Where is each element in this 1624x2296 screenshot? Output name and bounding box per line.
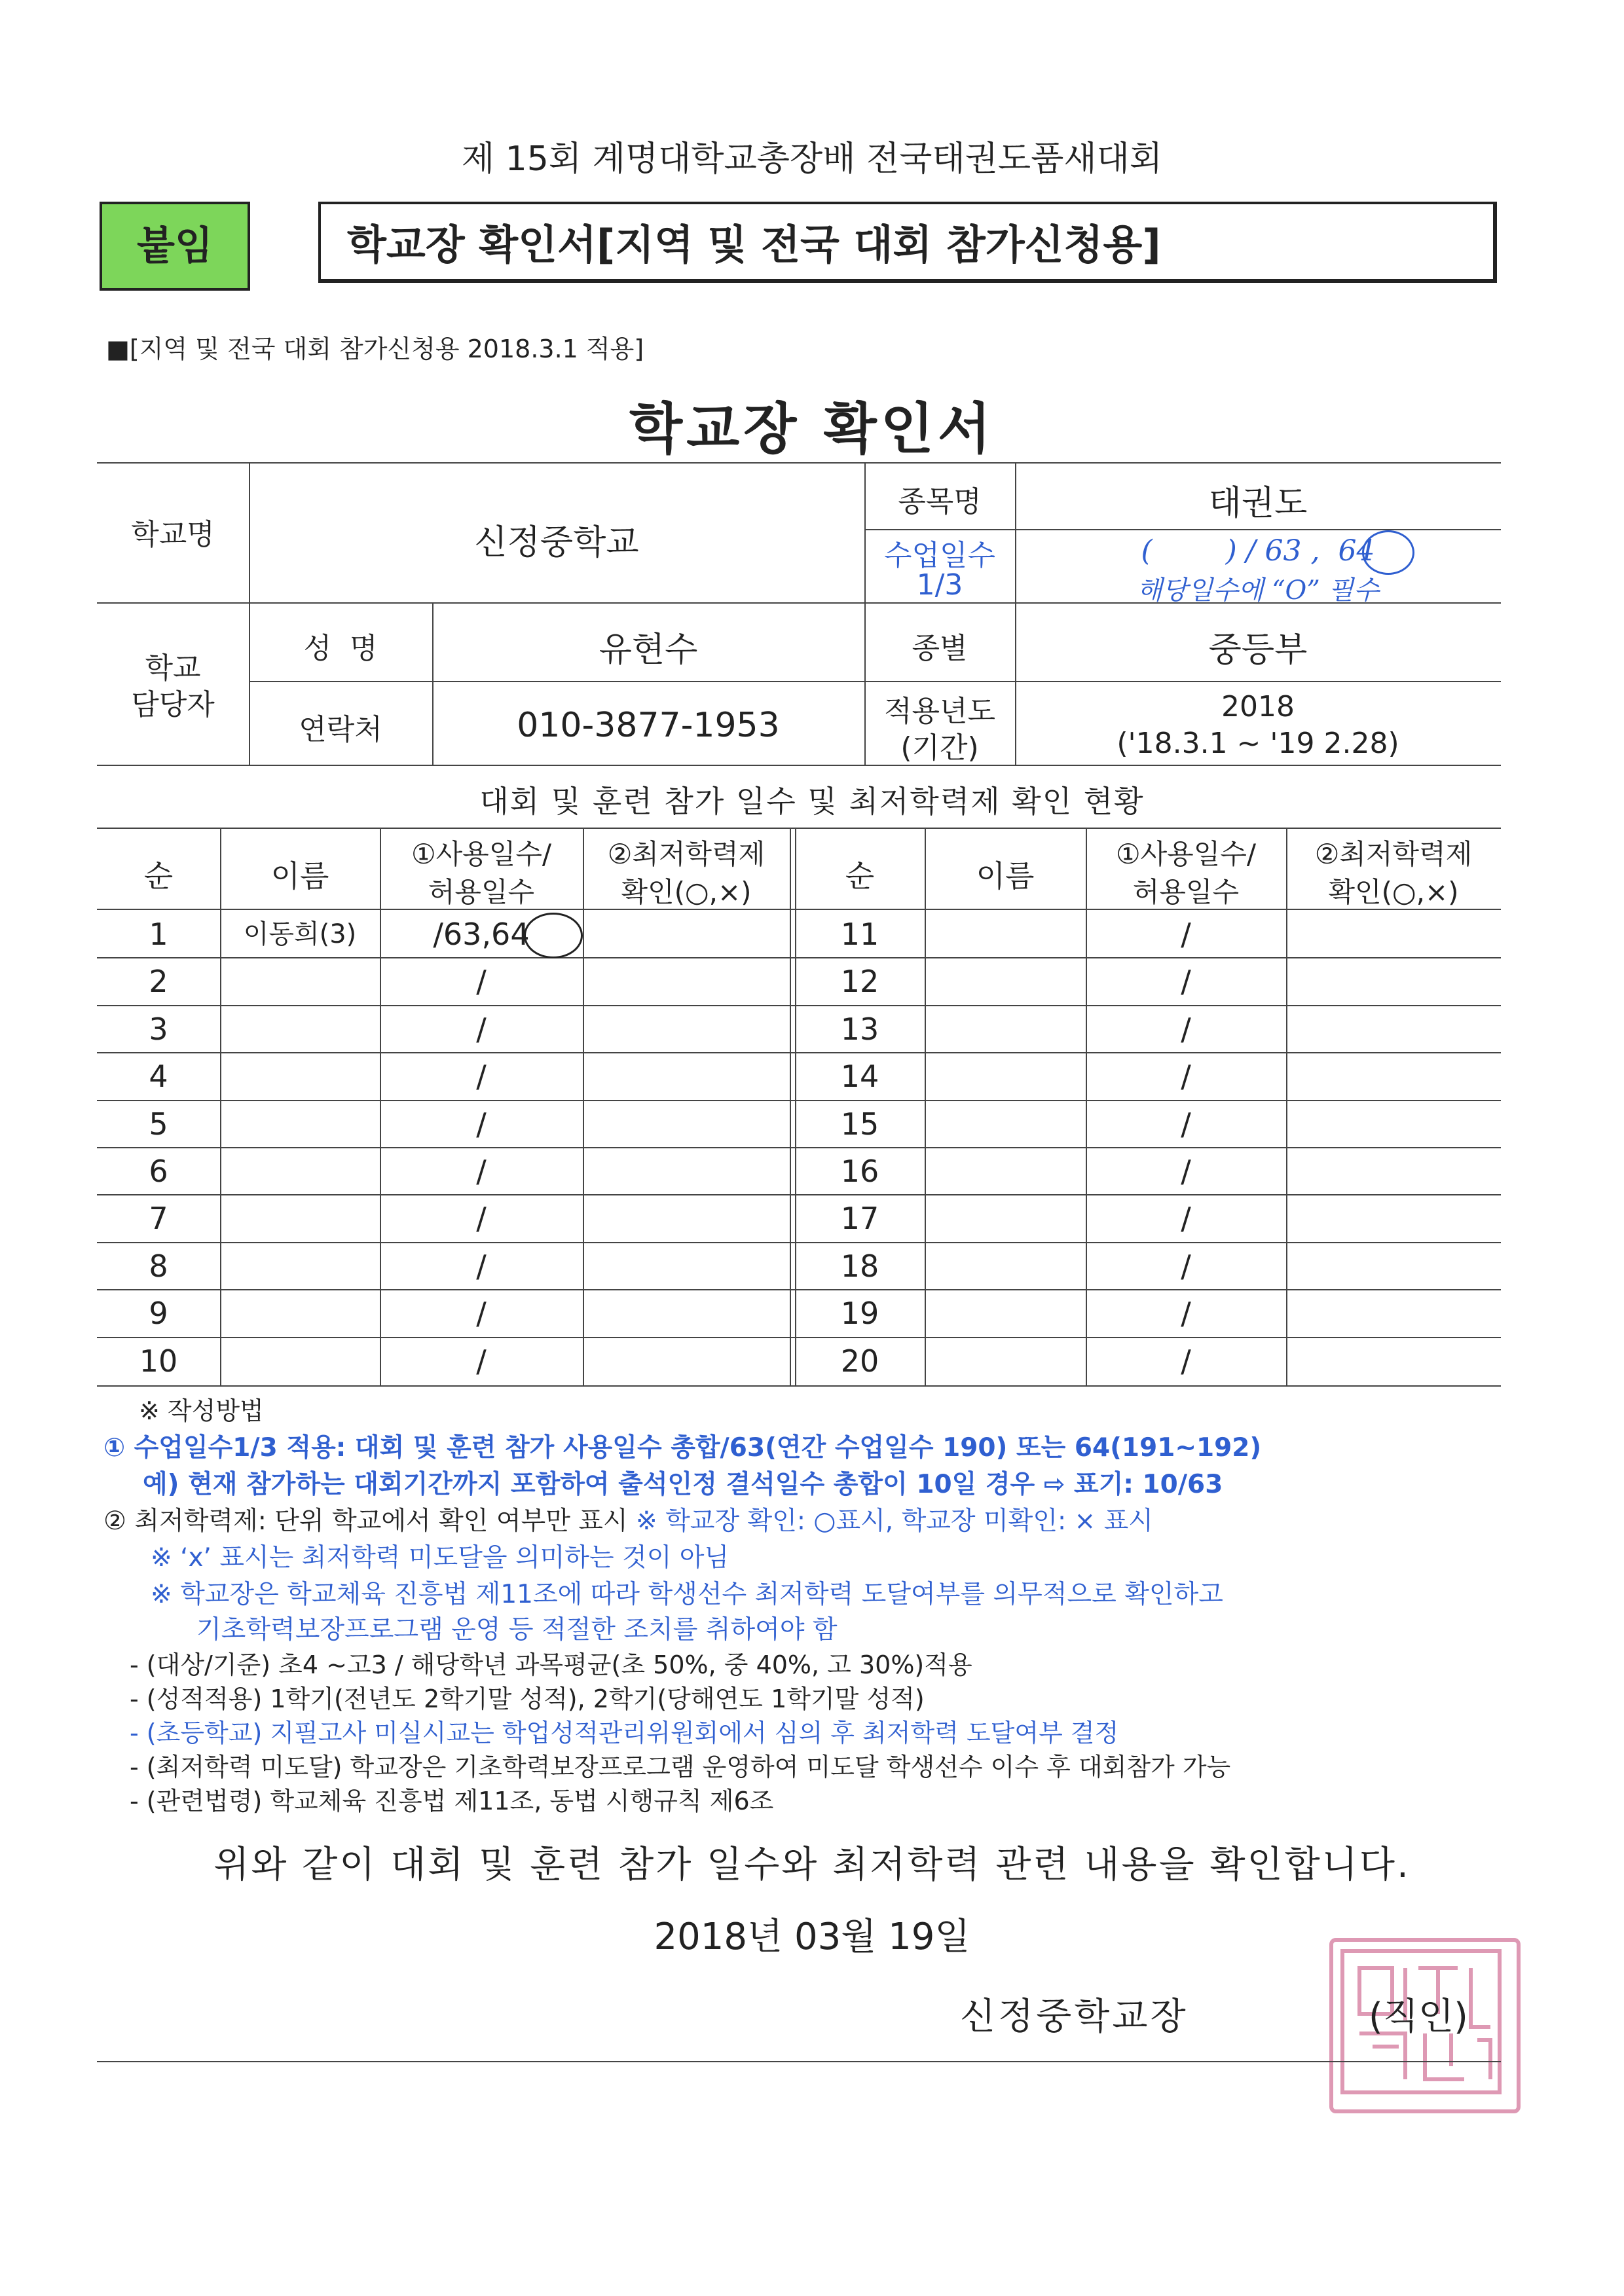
row-name: [925, 1148, 1086, 1194]
row-name: [925, 1195, 1086, 1241]
circle-mark-icon: [524, 913, 583, 958]
row-check: [1286, 1338, 1501, 1384]
name-value: 유현수: [599, 630, 698, 670]
class-days-note: 해당일수에 “O” 필수: [1137, 575, 1379, 606]
col-check-header-right-2: 확인(○,×): [1328, 876, 1459, 908]
period-label-2: (기간): [900, 731, 979, 765]
detail-elementary: - (초등학교) 지필고사 미실시교는 학업성적관리위원회에서 심의 후 최저학력 도달여부 결정: [130, 1719, 1119, 1747]
division-value: 중등부: [1208, 630, 1308, 670]
row-number: 20: [840, 1343, 879, 1379]
row-number: 13: [840, 1011, 879, 1047]
row-name: [925, 1338, 1086, 1384]
circle-mark-icon: [1362, 530, 1414, 575]
row-check: [1286, 911, 1501, 957]
row-days: /: [1181, 917, 1191, 952]
info-line: [864, 529, 1501, 530]
class-days-label: 수업일수: [883, 539, 995, 572]
row-days: /: [1181, 1059, 1191, 1094]
note-4-cont: 기초학력보장프로그램 운영 등 적절한 조치를 취하여야 함: [196, 1615, 838, 1645]
division-label: 종별: [912, 632, 968, 665]
row-number: 8: [149, 1248, 168, 1284]
manager-label-2: 담당자: [131, 688, 215, 721]
row-number: 15: [840, 1106, 879, 1142]
contact-value: 010-3877-1953: [517, 706, 780, 745]
col-no-header: 순: [143, 858, 174, 894]
row-days: /: [1181, 964, 1191, 999]
row-check: [1286, 1053, 1501, 1099]
sport-value: 태권도: [1208, 484, 1308, 523]
col-no-header-right: 순: [845, 858, 875, 894]
note-1-example: 예) 현재 참가하는 대회기간까지 포함하여 출석인정 결석일수 총합이 10일 경우 ⇨ 표기: 10/63: [143, 1470, 1223, 1499]
notes-heading: ※ 작성방법: [139, 1396, 264, 1425]
table-line: [790, 828, 791, 1385]
row-days: /: [1181, 1201, 1191, 1236]
row-name: [925, 911, 1086, 957]
row-name: [925, 1101, 1086, 1147]
row-name: 이동희(3): [243, 919, 357, 949]
row-name: [220, 1101, 380, 1147]
event-title: 제 15회 계명대학교총장배 전국태권도품새대회: [461, 139, 1163, 179]
row-check: [583, 958, 790, 1004]
col-check-header: ②최저학력제: [607, 838, 766, 870]
school-name-label: 학교명: [131, 518, 215, 551]
row-name: [220, 958, 380, 1004]
row-check: [583, 1338, 790, 1384]
row-name: [220, 1290, 380, 1336]
row-number: 6: [149, 1154, 168, 1189]
row-number: 17: [840, 1201, 879, 1236]
row-days: /: [476, 1011, 487, 1047]
class-days-ratio: 1/3: [916, 568, 963, 602]
row-name: [220, 1148, 380, 1194]
col-check-header-2: 확인(○,×): [621, 876, 752, 908]
row-number: 14: [840, 1059, 879, 1094]
row-name: [220, 1243, 380, 1289]
row-name: [220, 1338, 380, 1384]
row-check: [583, 1101, 790, 1147]
table-section-title: 대회 및 훈련 참가 일수 및 최저학력제 확인 현황: [479, 784, 1145, 819]
contact-label: 연락처: [299, 713, 382, 746]
row-check: [583, 1290, 790, 1336]
row-number: 11: [840, 917, 879, 952]
row-number: 16: [840, 1154, 879, 1189]
row-check: [583, 911, 790, 957]
row-days: /: [1181, 1248, 1191, 1284]
row-days: /: [1181, 1011, 1191, 1047]
note-2-marking: ※ 학교장 확인: ○표시, 학교장 미확인: × 표시: [636, 1506, 1153, 1536]
row-check: [1286, 1006, 1501, 1052]
row-number: 7: [149, 1201, 168, 1236]
manager-label: 학교: [145, 651, 201, 685]
info-line: [97, 765, 1501, 766]
row-name: [925, 1243, 1086, 1289]
row-check: [583, 1148, 790, 1194]
note-4: ※ 학교장은 학교체육 진흥법 제11조에 따라 학생선수 최저학력 도달여부를 의무적으로 확인하고: [151, 1580, 1223, 1609]
row-days: /: [1181, 1106, 1191, 1142]
row-number: 19: [840, 1296, 879, 1331]
info-border-top: [97, 462, 1501, 464]
row-name: [925, 1006, 1086, 1052]
row-number: 3: [149, 1011, 168, 1047]
note-3: ※ ‘x’ 표시는 최저학력 미도달을 의미하는 것이 아님: [151, 1543, 729, 1573]
footer-line: [97, 2061, 1501, 2062]
col-days-header-2: 허용일수: [428, 876, 535, 908]
table-border-top: [97, 828, 1501, 829]
form-heading: 학교장 확인서[지역 및 전국 대회 참가신청용]: [318, 202, 1497, 283]
col-name-header: 이름: [270, 858, 329, 894]
row-check: [1286, 1195, 1501, 1241]
row-name: [220, 1006, 380, 1052]
row-number: 2: [149, 964, 168, 999]
signer: 신정중학교장: [960, 1995, 1189, 2038]
row-name: [925, 1290, 1086, 1336]
row-number: 9: [149, 1296, 168, 1331]
table-row-line: [97, 1385, 1501, 1387]
row-number: 4: [149, 1059, 168, 1094]
detail-law: - (관련법령) 학교체육 진흥법 제11조, 동법 시행규칙 제6조: [130, 1787, 774, 1815]
row-days: /: [476, 964, 487, 999]
row-check: [583, 1195, 790, 1241]
form-note: ■[지역 및 전국 대회 참가신청용 2018.3.1 적용]: [106, 335, 644, 363]
row-name: [220, 1053, 380, 1099]
note-2: [103, 1501, 1153, 1537]
row-check: [1286, 958, 1501, 1004]
note-1: ① 수업일수1/3 적용: 대회 및 훈련 참가 사용일수 총합/63(연간 수업일수 190) 또는 64(191~192): [103, 1433, 1262, 1463]
col-days-header-right: ①사용일수/: [1115, 838, 1257, 870]
row-days: /: [476, 1201, 487, 1236]
row-number: 5: [149, 1106, 168, 1142]
row-number: 12: [840, 964, 879, 999]
row-days: /: [476, 1296, 487, 1331]
detail-below-standard: - (최저학력 미도달) 학교장은 기초학력보장프로그램 운영하여 미도달 학생선수 이수 후 대회참가 가능: [130, 1753, 1231, 1781]
class-days-value: ( ) / 63 , 64: [1141, 534, 1375, 568]
period-year: 2018: [1221, 690, 1295, 723]
sport-label: 종목명: [898, 485, 982, 519]
row-check: [1286, 1290, 1501, 1336]
school-name-value: 신정중학교: [474, 523, 639, 562]
main-title: 학교장 확인서: [629, 397, 995, 461]
row-days: /: [476, 1248, 487, 1284]
row-number: 1: [149, 917, 168, 952]
row-name: [925, 1053, 1086, 1099]
row-days: /: [476, 1106, 487, 1142]
col-name-header-right: 이름: [976, 858, 1035, 894]
row-check: [1286, 1243, 1501, 1289]
col-days-header: ①사용일수/: [411, 838, 552, 870]
row-number: 18: [840, 1248, 879, 1284]
row-check: [1286, 1101, 1501, 1147]
row-name: [925, 958, 1086, 1004]
row-check: [583, 1053, 790, 1099]
period-label: 적용년도: [883, 695, 995, 728]
row-check: [583, 1243, 790, 1289]
row-days: /: [1181, 1296, 1191, 1331]
note-2-text: ② 최저학력제: 단위 학교에서 확인 여부만 표시: [103, 1506, 628, 1536]
col-days-header-right-2: 허용일수: [1132, 876, 1240, 908]
detail-grades: - (성적적용) 1학기(전년도 2학기말 성적), 2학기(당해연도 1학기말 성적): [130, 1685, 925, 1713]
seal-label: (직인): [1369, 1995, 1468, 2038]
row-days: /: [476, 1059, 487, 1094]
row-days: /: [1181, 1343, 1191, 1379]
row-check: [583, 1006, 790, 1052]
row-number: 10: [139, 1343, 178, 1379]
document-date: 2018년 03월 19일: [654, 1916, 970, 1958]
row-days: /: [1181, 1154, 1191, 1189]
detail-target: - (대상/기준) 초4 ~고3 / 해당학년 과목평균(초 50%, 중 40%, 고 30%)적용: [130, 1650, 972, 1679]
col-check-header-right: ②최저학력제: [1314, 838, 1473, 870]
row-days: /63,64: [433, 917, 530, 952]
row-check: [1286, 1148, 1501, 1194]
row-days: /: [476, 1343, 487, 1379]
row-days: /: [476, 1154, 487, 1189]
info-line: [249, 681, 1501, 682]
confirmation-statement: 위와 같이 대회 및 훈련 참가 일수와 최저학력 관련 내용을 확인합니다.: [213, 1844, 1411, 1886]
attachment-label: 붙임: [100, 202, 250, 291]
period-range: ('18.3.1 ~ '19 2.28): [1116, 727, 1399, 760]
row-name: [220, 1195, 380, 1241]
name-label: 성 명: [303, 632, 378, 665]
